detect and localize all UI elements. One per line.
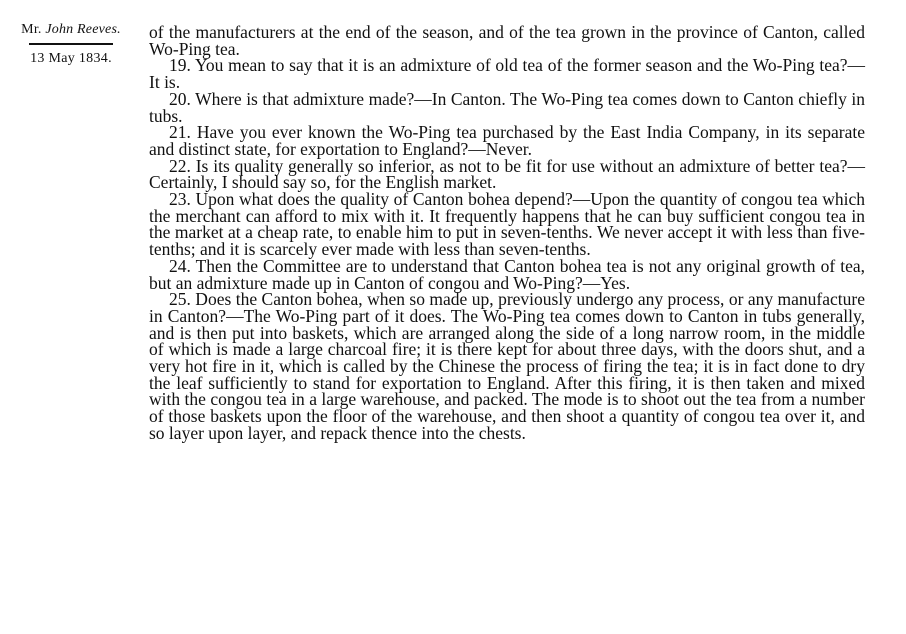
witness-name: John Reeves. (45, 22, 121, 37)
testimony-date: 13 May 1834. (30, 51, 112, 66)
margin-rule (29, 43, 113, 45)
paragraph-q24: 24. Then the Committee are to understand that Canton bohea tea is not any original growth of tea, but an admixture made up in Canton of congou and Wo-Ping?—Yes. (149, 255, 865, 293)
paragraph-q19: 19. You mean to say that it is an admixture of old tea of the former season and the Wo-Ping tea?—It is. (149, 55, 865, 93)
witness-label (6, 22, 136, 38)
testimony-text (149, 24, 865, 442)
paragraph-q21: 21. Have you ever known the Wo-Ping tea purchased by the East India Company, in its separate and distinct state, for exportation to England?—Never. (149, 122, 865, 159)
paragraph-q22: 22. Is its quality generally so inferior, as not to be fit for use without an admixture of better tea?—Certainly, I should say so, for the English market. (149, 155, 865, 193)
witness-prefix: Mr. (21, 22, 42, 37)
margin-note (6, 22, 136, 67)
paragraph-q20: 20. Where is that admixture made?—In Canton. The Wo-Ping tea comes down to Canton chiefly in tubs. (149, 88, 865, 126)
paragraph-q25: 25. Does the Canton bohea, when so made up, previously undergo any process, or any manufacture in Canton?—The Wo-Ping part of it does. The Wo-Ping tea comes down to Canton in tubs generally, and is then put into baskets, which are arranged along the side of a long narrow room, in the middle of which is made a large charcoal fire; it is there kept for about three days, with the doors shut, and a very hot fire in it, which is called by the Chinese the process of firing the tea; it is in fact done to dry the leaf sufficiently to stand for exportation to England. After this firing, it is then taken and mixed with the congou tea in a large warehouse, and packed. The mode is to shoot out the tea from a number of those baskets upon the floor of the warehouse, and then shoot a quantity of congou tea over it, and so layer upon layer, and repack thence into the chests. (149, 289, 865, 443)
paragraph-continuation: of the manufacturers at the end of the season, and of the tea grown in the province of Canton, called Wo-Ping tea. (149, 22, 865, 59)
paragraph-q23: 23. Upon what does the quality of Canton bohea depend?—Upon the quantity of congou tea which the merchant can afford to mix with it. It frequently happens that he can buy sufficient congou tea in the market at a cheap rate, to enable him to put in seven-tenths. We never accept it with less than five-tenths; and it is scarcely ever made with less than seven-tenths. (149, 189, 865, 260)
